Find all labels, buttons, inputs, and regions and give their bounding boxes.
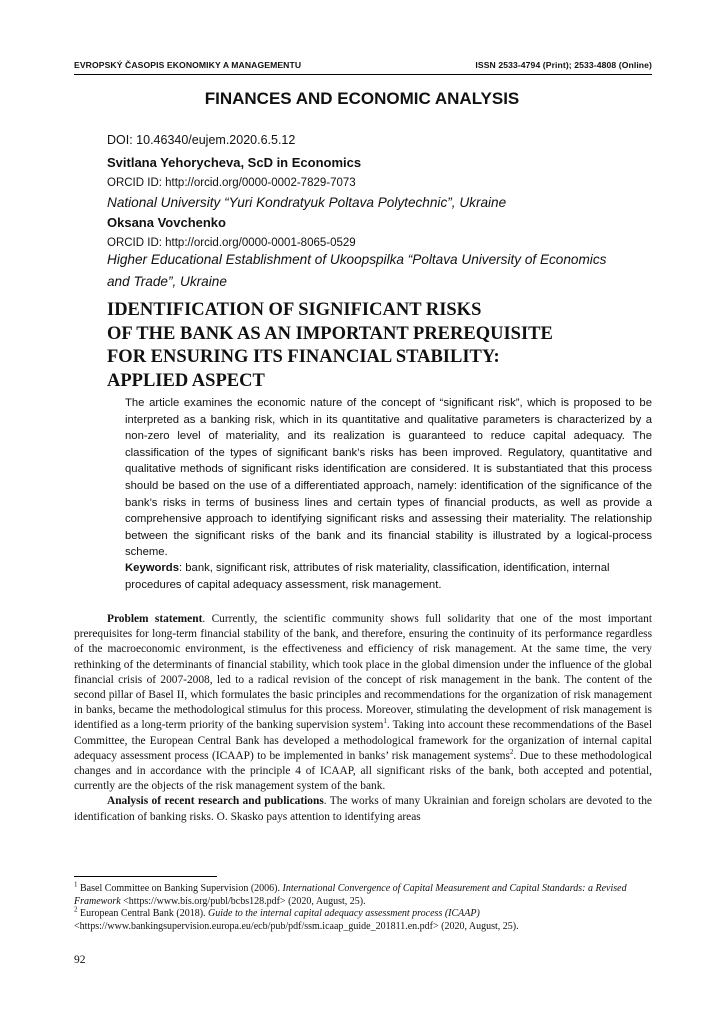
- paragraph-text: . Taking into account these recommendations of the Basel Committee, the European Central Bank has developed a methodological framework for the organization of internal capital adequacy assessment process (ICAAP) to be implemented in banks’ risk management systems: [74, 719, 653, 762]
- author-affiliation: National University “Yuri Kondratyuk Poltava Polytechnic”, Ukraine: [107, 195, 507, 210]
- footnote-number: 2: [74, 905, 78, 914]
- author-orcid: ORCID ID: http://orcid.org/0000-0001-8065-0529: [107, 237, 356, 249]
- author-name: Svitlana Yehorycheva, ScD in Economics: [107, 155, 362, 170]
- footnote-link: <https://www.bankingsupervision.europa.eu/ecb/pub/pdf/ssm.icaap_guide_201811.en.pdf> (2020, August, 25).: [74, 920, 519, 932]
- footnote-text: Basel Committee on Banking Supervision (2006).: [77, 883, 283, 894]
- article-title: [107, 299, 667, 393]
- title-line: FOR ENSURING ITS FINANCIAL STABILITY:: [107, 347, 500, 367]
- footnote-title: Guide to the internal capital adequacy assessment process (ICAAP): [208, 908, 480, 920]
- section-title: FINANCES AND ECONOMIC ANALYSIS: [204, 89, 520, 108]
- title-line: IDENTIFICATION OF SIGNIFICANT RISKS: [107, 300, 482, 320]
- running-header: [74, 60, 652, 74]
- title-line: APPLIED ASPECT: [107, 370, 265, 391]
- footnote-number: 1: [74, 880, 78, 889]
- author-name: Oksana Vovchenko: [107, 215, 226, 230]
- footnote: [74, 905, 652, 933]
- paragraph-heading: Analysis of recent research and publications: [107, 795, 324, 808]
- title-line: OF THE BANK AS AN IMPORTANT PREREQUISITE: [107, 323, 553, 344]
- paragraph-text: . The works of many Ukrainian and foreign scholars are devoted to the identification of banking risks. O. Skasko pays attention to identifying areas: [74, 795, 652, 823]
- paragraph-text: . Due to these methodological changes and in accordance with the principle 4 of ICAAP, all significant risks of the bank, both accepted and potential, currently are the objects of the risk management system of the bank.: [74, 749, 653, 793]
- footnote: [74, 880, 652, 908]
- footnote-divider: [74, 876, 217, 877]
- footnote-text: European Central Bank (2018).: [77, 908, 209, 920]
- abstract: The article examines the economic nature of the concept of “significant risk”, which is proposed to be interpreted as a banking risk, which in its quantitative and qualitative parameters is characterized by a non-zero level of materiality, and its realization is guaranteed to reduce capital adequacy. The classification of the types of significant bank’s risks has been improved. Regulatory, quantitative and qualitative methods of significant risks identification are considered. It is substantiated that this process should be based on the use of a differentiated approach, namely: identification of the significance of the bank’s risks in terms of business lines and certain types of financial products, as well as provide a comprehensive approach to identifying significant risks and assessing their materiality. The relationship between the significant risks of the bank and its financial stability is illustrated by a logical-process scheme.: [125, 397, 652, 559]
- keywords-label: Keywords: [125, 562, 179, 574]
- page-number: 92: [74, 954, 86, 966]
- author-orcid: ORCID ID: http://orcid.org/0000-0002-7829-7073: [107, 177, 356, 189]
- keywords-text: : bank, significant risk, attributes of risk materiality, classification, identification, internal procedures of capital adequacy assessment, risk management.: [125, 562, 610, 591]
- author-affiliation: Higher Educational Establishment of Ukoopspilka “Poltava University of Economics and Trade”, Ukraine: [107, 252, 607, 289]
- paragraph-heading: Problem statement: [107, 613, 203, 625]
- header-divider: [74, 74, 652, 75]
- footnote-ref: 1: [383, 717, 387, 726]
- footnote-link: <https://www.bis.org/publ/bcbs128.pdf> (2020, August, 25).: [120, 895, 366, 907]
- article-body: [74, 612, 652, 825]
- keywords: [125, 560, 652, 593]
- paragraph-text: . Currently, the scientific community shows full solidarity that one of the most important prerequisites for long-term financial stability of the bank, and therefore, ensuring the continuity of its performance regardless of the macroeconomic environment, is the effectiveness and efficiency of risk management. At the same time, the very rethinking of the determinants of financial stability, which took place in the global dimension under the influence of the global financial crisis of 2007-2008, led to a radical revision of the concept of risk management in the bank. The content of the second pillar of Basel II, which formulates the basic principles and recommendations for the organization of risk management in banks, became the methodological stimulus for this process. Moreover, stimulating the development of risk management is identified as a long-term priority of the banking supervision system: [74, 613, 652, 732]
- journal-name: EVROPSKÝ ČASOPIS EKONOMIKY A MANAGEMENTU: [74, 60, 302, 70]
- paragraph-analysis: [74, 794, 652, 824]
- issn: ISSN 2533-4794 (Print); 2533-4808 (Online): [475, 60, 652, 70]
- footnote-title: International Convergence of Capital Measurement and Capital Standards: a Revised Framework: [74, 883, 627, 907]
- footnotes: [74, 880, 652, 933]
- doi: DOI: 10.46340/eujem.2020.6.5.12: [107, 133, 296, 147]
- footnote-ref: 2: [509, 748, 514, 757]
- paragraph-problem-statement: [74, 612, 652, 794]
